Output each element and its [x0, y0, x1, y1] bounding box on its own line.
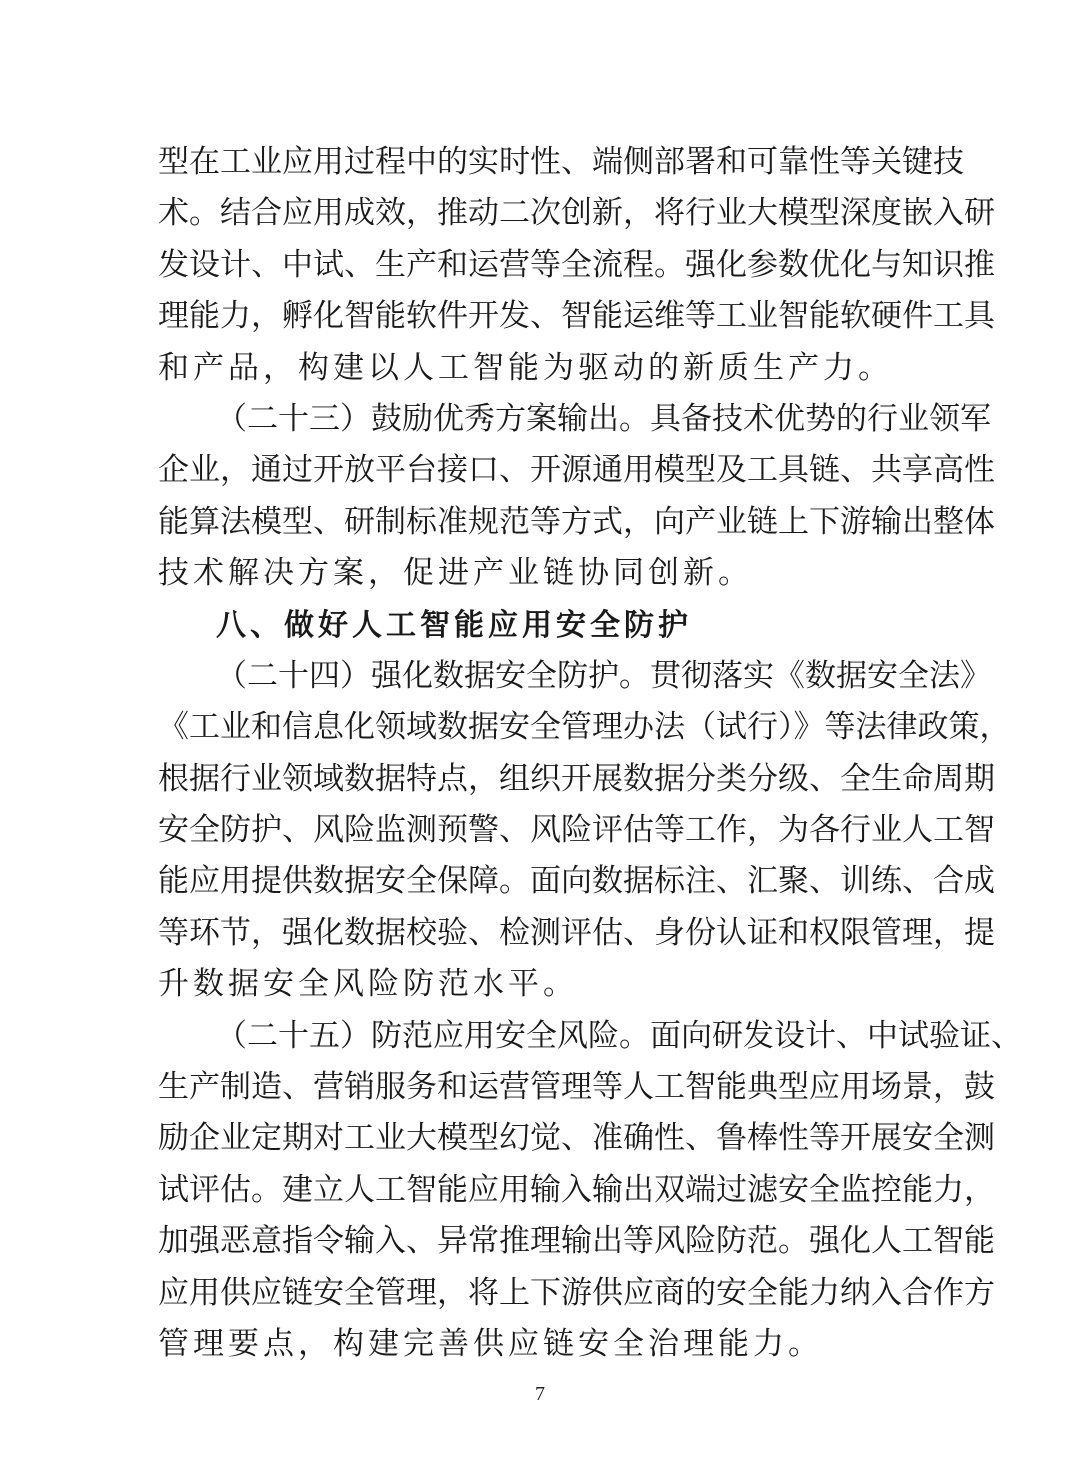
- text-line: 等环节，强化数据校验、检测评估、身份认证和权限管理，提: [158, 914, 995, 951]
- section-23-first-line: （二十三）鼓励优秀方案输出。具备技术优势的行业领军: [216, 400, 991, 437]
- text-line: 《工业和信息化领域数据安全管理办法（试行）》等法律政策，: [158, 709, 1011, 746]
- text-line: 技术解决方案，促进产业链协同创新。: [158, 555, 753, 592]
- section-heading-8: 八、做好人工智能应用安全防护: [216, 607, 692, 643]
- text-line: 能应用提供数据安全保障。面向数据标注、汇聚、训练、合成: [158, 863, 995, 900]
- text-line: 理能力，孵化智能软件开发、智能运维等工业智能软硬件工具: [158, 298, 995, 335]
- text-line: 发设计、中试、生产和运营等全流程。强化参数优化与知识推: [158, 246, 995, 283]
- text-line: 企业，通过开放平台接口、开源通用模型及工具链、共享高性: [158, 452, 995, 489]
- text-line: 试评估。建立人工智能应用输入输出双端过滤安全监控能力，: [158, 1171, 995, 1208]
- text-line: 根据行业领域数据特点，组织开展数据分类分级、全生命周期: [158, 760, 995, 797]
- text-line: 能算法模型、研制标准规范等方式，向产业链上下游输出整体: [158, 503, 995, 540]
- text-line: 应用供应链安全管理，将上下游供应商的安全能力纳入合作方: [158, 1274, 995, 1311]
- text-line: 术。结合应用成效，推动二次创新，将行业大模型深度嵌入研: [158, 195, 995, 232]
- text-line: 励企业定期对工业大模型幻觉、准确性、鲁棒性等开展安全测: [158, 1120, 995, 1157]
- section-24-first-line: （二十四）强化数据安全防护。贯彻落实《数据安全法》: [216, 657, 991, 694]
- text-line: 安全防护、风险监测预警、风险评估等工作，为各行业人工智: [158, 812, 995, 849]
- text-line: 加强恶意指令输入、异常推理输出等风险防范。强化人工智能: [158, 1223, 995, 1260]
- text-line: 生产制造、营销服务和运营管理等人工智能典型应用场景，鼓: [158, 1069, 995, 1106]
- text-line: 型在工业应用过程中的实时性、端侧部署和可靠性等关键技: [158, 144, 964, 180]
- page-number: 7: [535, 1383, 545, 1405]
- document-body: [158, 137, 1022, 1370]
- text-line: 管理要点，构建完善供应链安全治理能力。: [158, 1325, 823, 1362]
- text-line: 和产品，构建以人工智能为驱动的新质生产力。: [158, 349, 893, 386]
- text-line: 升数据安全风险防范水平。: [158, 966, 578, 1003]
- section-25-first-line: （二十五）防范应用安全风险。面向研发设计、中试验证、: [216, 1017, 1022, 1054]
